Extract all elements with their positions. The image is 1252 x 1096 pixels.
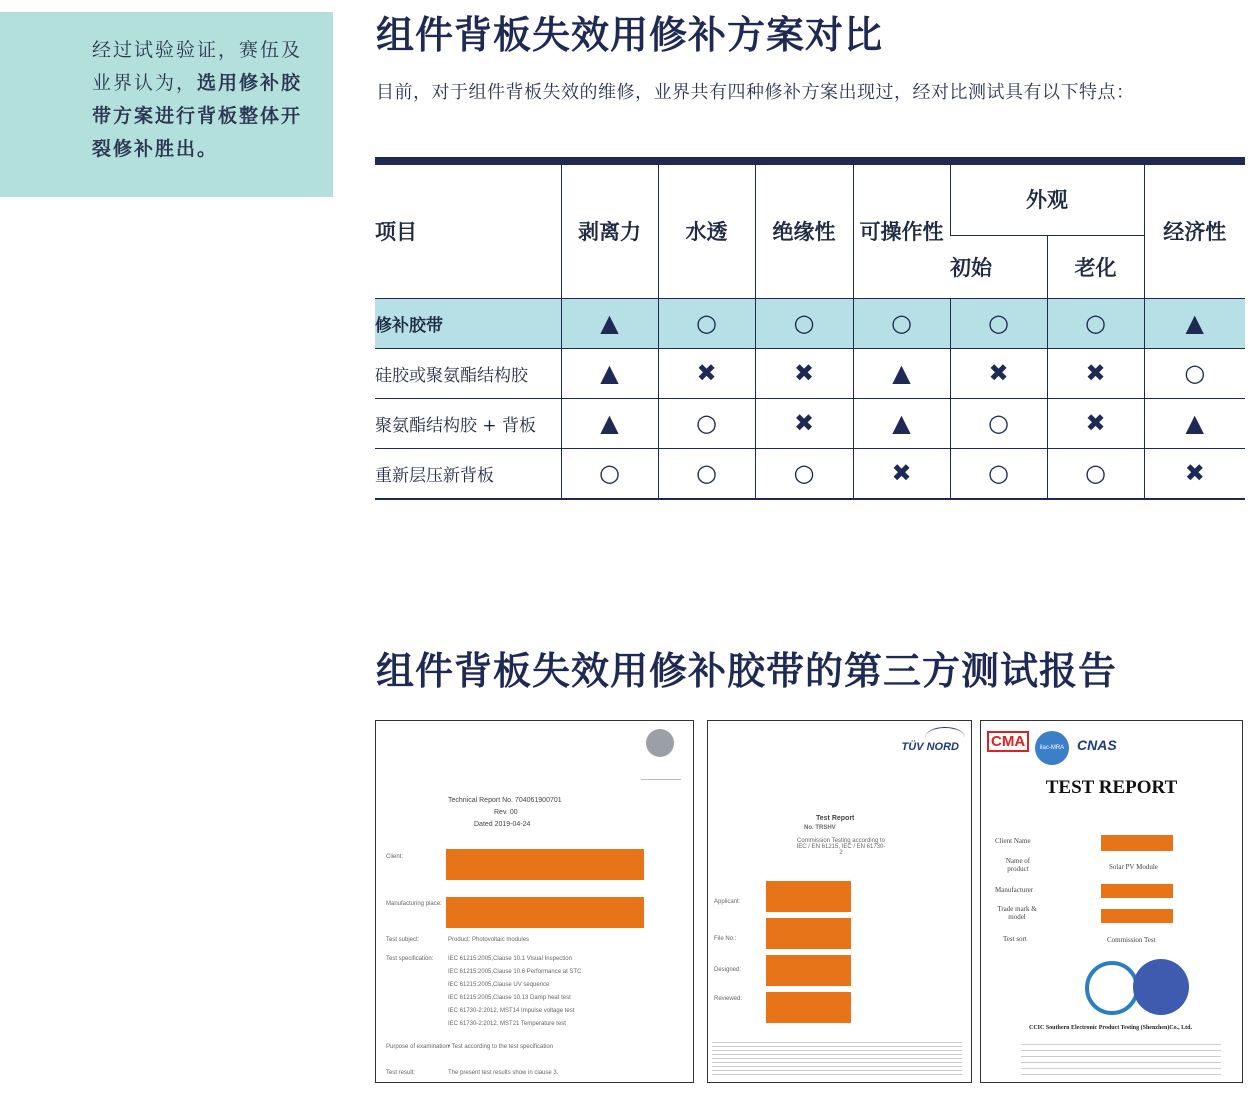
tuv-nord-logo: TÜV NORD xyxy=(901,741,959,753)
report3-title: TEST REPORT xyxy=(1045,777,1178,798)
col-header-initial: 初始 xyxy=(950,236,1047,299)
summary-bold: 选用修补胶带方案进行背板整体开裂修补胜出。 xyxy=(92,72,303,160)
redacted-block xyxy=(766,881,851,912)
rating-symbol: ✖ xyxy=(1085,409,1106,437)
col-header-operability: 可操作性 xyxy=(853,161,950,299)
rating-symbol: ○ xyxy=(793,459,815,487)
col-header-economy: 经济性 xyxy=(1144,161,1245,299)
report-image-ccic: CMA ilac-MRA CNAS TEST REPORT Client Name Name of product Solar PV Module Manufacturer Trade mark & model Test sort Commission Test CCIC Southern Electronic Product Testing (Shenzhen)Co., Ltd. xyxy=(980,720,1243,1083)
redacted-block xyxy=(1101,835,1173,851)
col-header-appearance: 外观 xyxy=(950,161,1144,236)
report-date: Dated 2019-04-24 xyxy=(474,821,531,828)
row-label: 修补胶带 xyxy=(375,299,561,349)
rating-symbol: ▲ xyxy=(892,409,911,437)
col-header-item: 项目 xyxy=(375,219,417,244)
table-row xyxy=(375,399,1245,449)
rating-symbol: ○ xyxy=(599,459,620,487)
report-number: Technical Report No. 704061900701 xyxy=(448,797,562,804)
redacted-block xyxy=(766,992,851,1023)
rating-symbol: ○ xyxy=(1085,309,1106,337)
fine-print-block xyxy=(712,1039,962,1077)
report-image-tuv: Technical Report No. 704061900701 Rev. 00 Dated 2019-04-24 Client: Manufacturing place: Test subject: Product: Photovoltaic modules Test specification: IEC 61215:2005,Clause 10.1 Visual Inspection IEC 61215:2005,Clause 10.6 Performance at STC IEC 61215:2005,Clause UV sequence IEC 61215:2005,Clause 10.13 Damp heat test IEC 61730-2:2012, MST14 Impulse voltage test IEC 61730-2:2012, MST21 Temperature test Purpose of examination: • Test according to the test specification Test result: The present test results show in clause 3. xyxy=(375,720,694,1083)
rating-symbol: ○ xyxy=(696,309,717,337)
row-label: 重新层压新背板 xyxy=(375,449,561,500)
rating-symbol: ▲ xyxy=(600,309,619,337)
col-header-water: 水透 xyxy=(658,161,755,299)
intro-text: 目前，对于组件背板失效的维修，业界共有四种修补方案出现过，经对比测试具有以下特点： xyxy=(376,82,1135,103)
table-row xyxy=(375,449,1245,500)
summary-text: 经过试验验证，赛伍及业界认为，选用修补胶带方案进行背板整体开裂修补胜出。 xyxy=(92,39,303,160)
redacted-block xyxy=(446,897,644,928)
col-header-insulation: 绝缘性 xyxy=(755,161,853,299)
redacted-block xyxy=(446,849,644,880)
report-image-tuvnord: TÜV NORD Test Report No. TRSHV Commission Testing according to IEC / EN 61215, IEC / EN 61730-2 Applicant: File No.: Designed: Reviewed: xyxy=(707,720,972,1083)
rating-symbol: ▲ xyxy=(1185,309,1204,337)
rating-symbol: ✖ xyxy=(793,359,815,387)
cma-mark: CMA xyxy=(987,731,1029,752)
cnas-mark: CNAS xyxy=(1077,737,1117,753)
table-row xyxy=(375,349,1245,399)
ccic-seal-icon xyxy=(1085,961,1139,1015)
redacted-block xyxy=(1101,909,1173,923)
rating-symbol: ▲ xyxy=(1185,409,1204,437)
rating-symbol: ✖ xyxy=(988,359,1009,387)
rating-symbol: ▲ xyxy=(600,359,619,387)
rating-symbol: ○ xyxy=(1085,459,1106,487)
page-title: 组件背板失效用修补方案对比 xyxy=(376,13,884,57)
rating-symbol: ✖ xyxy=(891,459,912,487)
ccic-set-seal-icon xyxy=(1133,959,1189,1015)
rating-symbol: ✖ xyxy=(1184,459,1205,487)
report-rev: Rev. 00 xyxy=(494,809,518,816)
summary-callout xyxy=(0,12,333,197)
section-title: 组件背板失效用修补胶带的第三方测试报告 xyxy=(376,649,1118,693)
tuv-seal-icon xyxy=(646,729,674,757)
ilac-mark: ilac-MRA xyxy=(1035,731,1069,765)
rating-symbol: ○ xyxy=(891,309,912,337)
rating-symbol: ○ xyxy=(988,459,1009,487)
row-label: 聚氨酯结构胶 + 背板 xyxy=(375,399,561,449)
redacted-block xyxy=(766,955,851,986)
rating-symbol: ✖ xyxy=(696,359,717,387)
col-header-peel: 剥离力 xyxy=(561,161,658,299)
report2-title: Test Report xyxy=(816,815,855,822)
rating-symbol: ✖ xyxy=(1085,359,1106,387)
redacted-block xyxy=(766,918,851,949)
redacted-block xyxy=(1101,884,1173,898)
fine-print-block xyxy=(1021,1039,1221,1077)
rating-symbol: ○ xyxy=(1184,359,1206,387)
rating-symbol: ▲ xyxy=(600,409,619,437)
rating-symbol: ○ xyxy=(988,409,1009,437)
comparison-table xyxy=(375,157,1245,500)
row-label: 硅胶或聚氨酯结构胶 xyxy=(375,349,561,399)
table-row xyxy=(375,299,1245,349)
col-header-aging: 老化 xyxy=(1047,236,1144,299)
rating-symbol: ▲ xyxy=(892,359,911,387)
rating-symbol: ○ xyxy=(988,309,1009,337)
rating-symbol: ○ xyxy=(696,409,717,437)
rating-symbol: ○ xyxy=(696,459,717,487)
rating-symbol: ○ xyxy=(793,309,815,337)
rating-symbol: ✖ xyxy=(793,409,815,437)
